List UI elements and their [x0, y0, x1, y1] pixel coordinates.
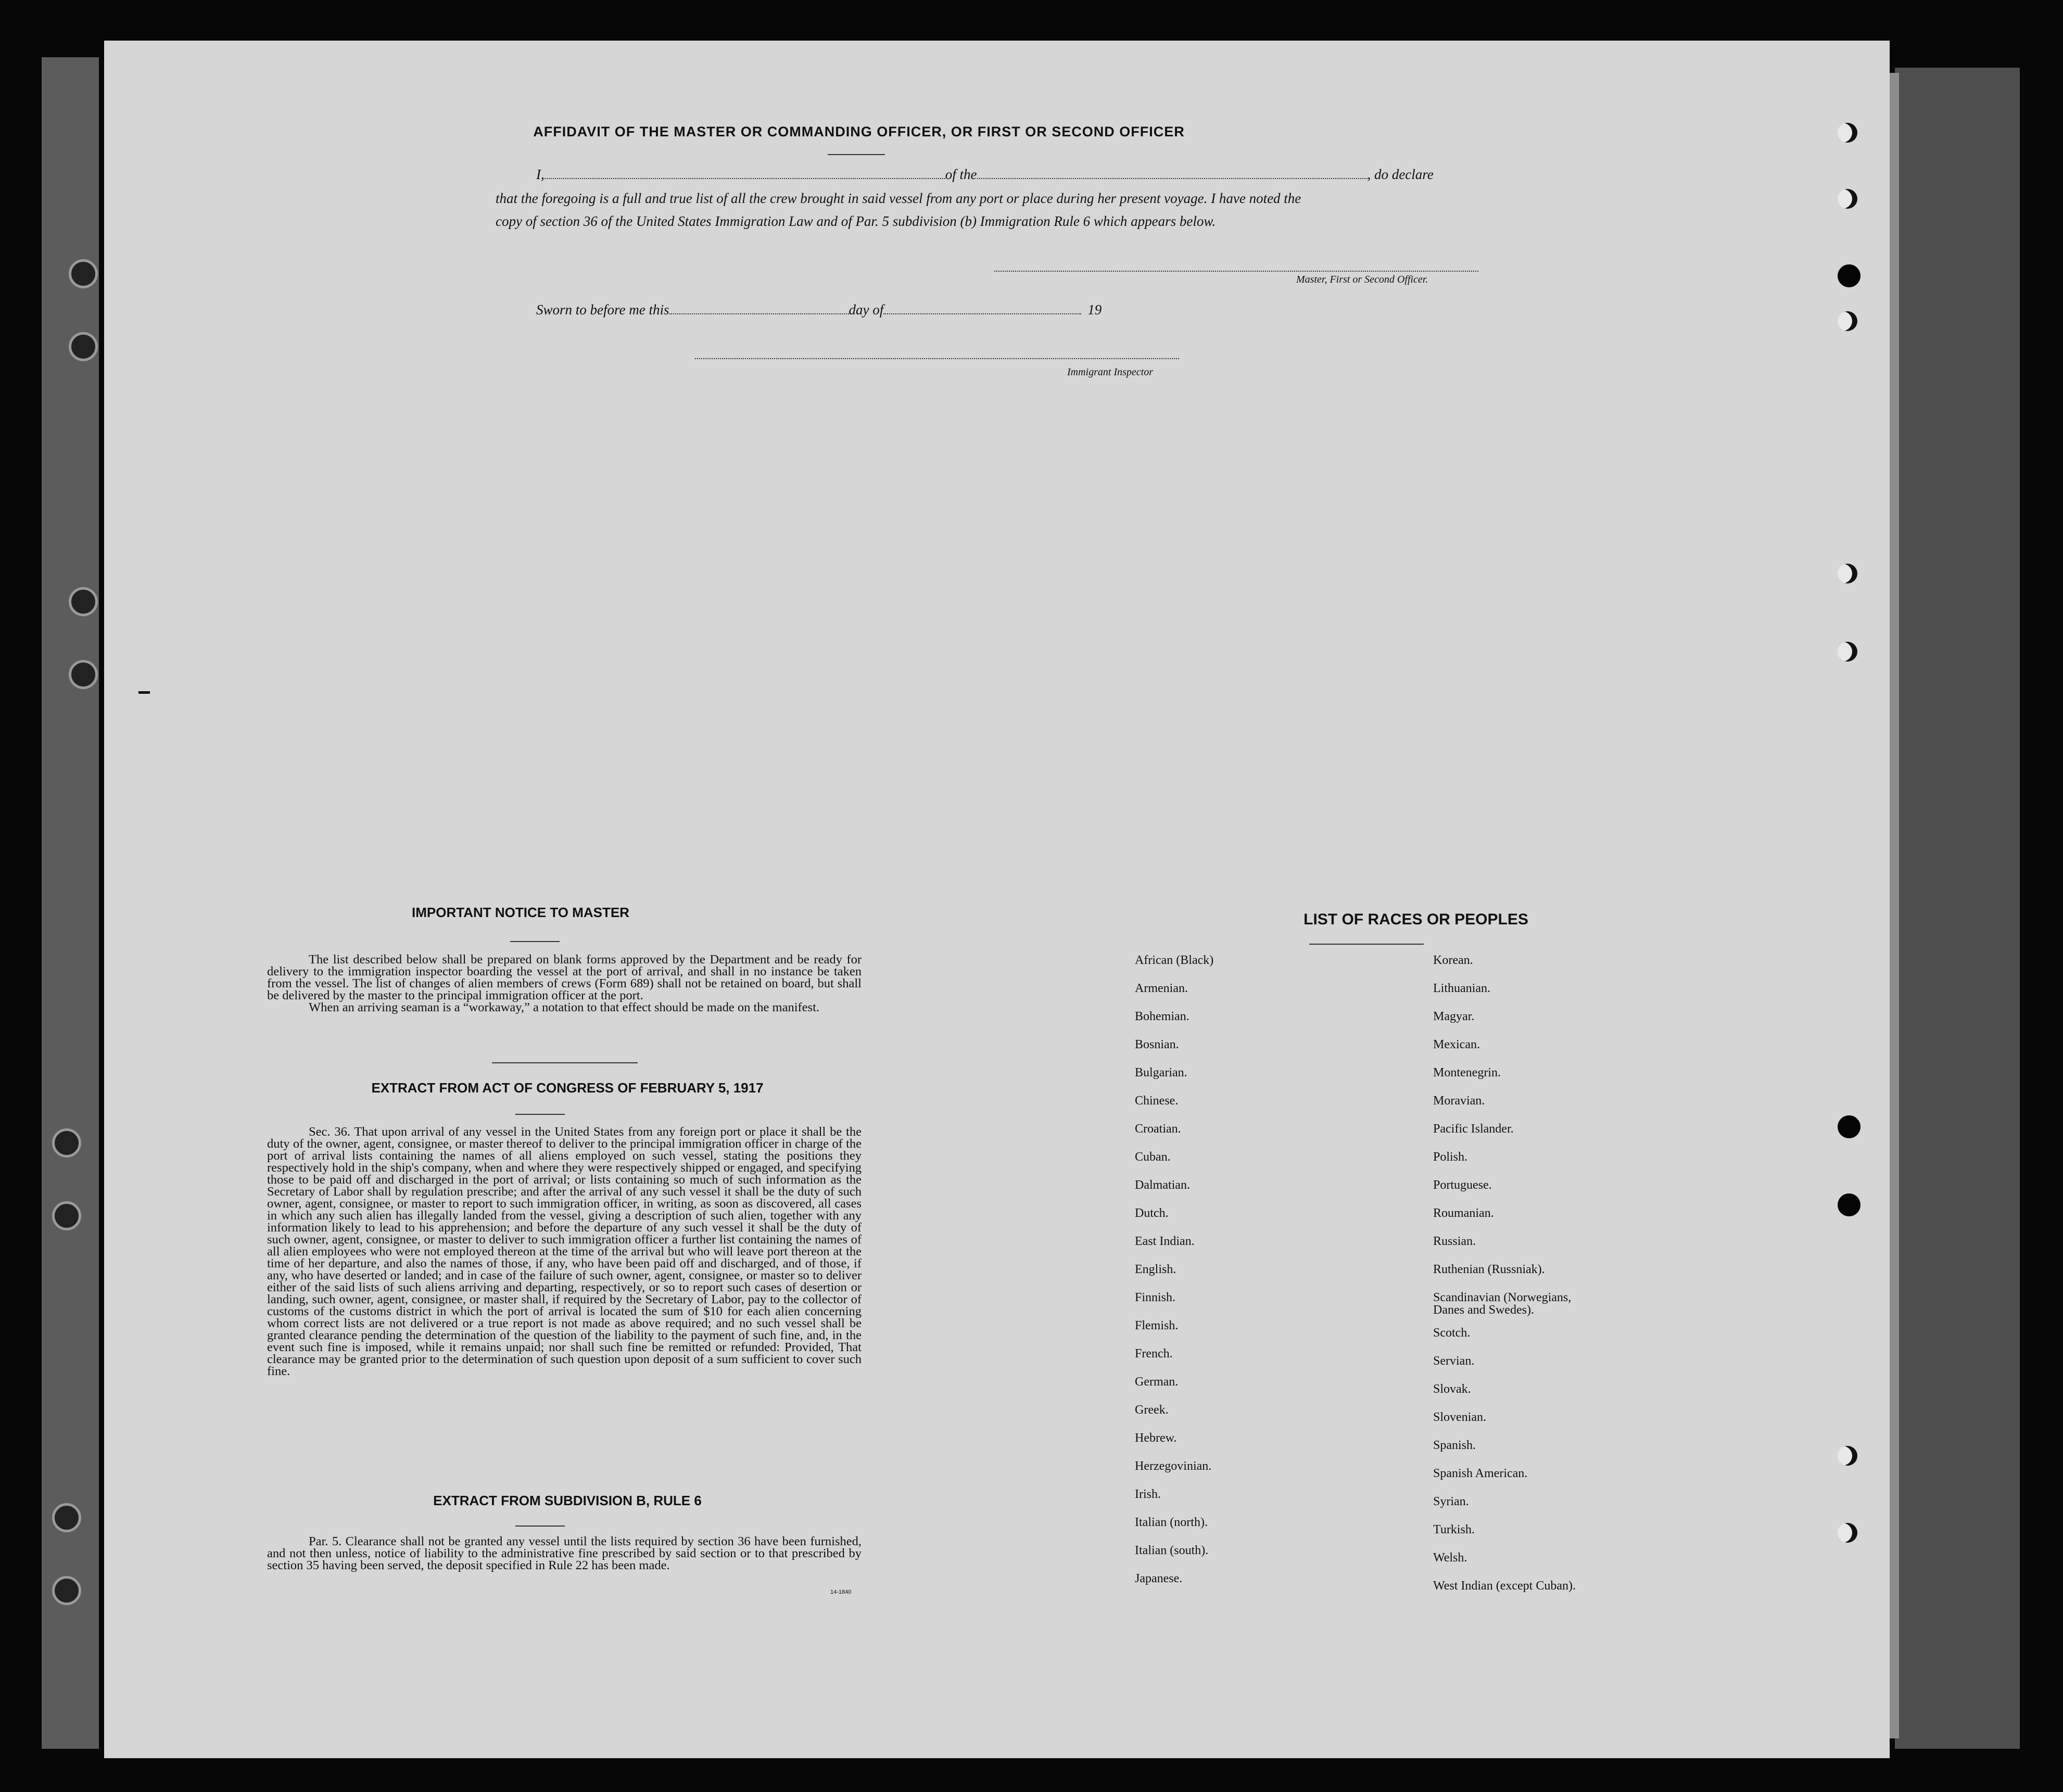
binder-hole-icon	[69, 259, 98, 288]
affidavit-line-3: copy of section 36 of the United States Immigration Law and of Par. 5 subdivision (b) Immigration Rule 6 which appears below.	[496, 213, 1216, 229]
race-item: West Indian (except Cuban).	[1433, 1579, 1576, 1593]
binder-hole-icon	[69, 587, 98, 616]
divider	[515, 1114, 565, 1115]
binder-hole-icon	[1838, 564, 1857, 583]
race-item: Greek.	[1135, 1403, 1169, 1417]
race-item: Russian.	[1433, 1235, 1476, 1248]
divider	[510, 941, 560, 942]
race-item: Polish.	[1433, 1150, 1468, 1164]
race-item: African (Black)	[1135, 954, 1214, 967]
race-item: Herzegovinian.	[1135, 1459, 1212, 1473]
race-item: Turkish.	[1433, 1523, 1475, 1536]
affidavit-of-the: of the	[945, 167, 977, 182]
affidavit-declare: , do declare	[1367, 167, 1434, 182]
divider	[492, 1062, 638, 1063]
race-item: Italian (south).	[1135, 1544, 1209, 1557]
race-item: Lithuanian.	[1433, 982, 1490, 995]
affidavit-title: AFFIDAVIT OF THE MASTER OR COMMANDING OFFICER, OR FIRST OR SECOND OFFICER	[533, 124, 1185, 139]
binder-hole-icon	[1838, 189, 1857, 209]
races-column-right	[1433, 41, 1725, 1758]
extract-act-text: Sec. 36. That upon arrival of any vessel in the United States from any foreign port or place it shall be the duty of the owner, agent, consignee, or master thereof to deliver to the principal immigration officer in charge of the port of arrival lists containing the names of all aliens employed on such vessel, stating the positions they respectively hold in the ship's company, when and where they were respectively shipped or engaged, and specifying those to be paid off and discharged in the port of arrival; or lists containing so much of such information as the Secretary of Labor shall by regulation prescribe; and after the arrival of any such vessel it shall be the duty of such owner, agent, consignee, or master to report to such immigration officer, in writing, as soon as discovered, all cases in which any such alien has illegally landed from the vessel, giving a description of such alien, together with any information likely to lead to his apprehension; and before the departure of any such vessel it shall be the duty of such owner, agent, consignee, or master to deliver to such immigration officer a further list containing the names of all alien employees who were not employed thereon at the time of the arrival but who will leave port thereon at the time of her departure, and also the names of those, if any, who have been paid off and discharged, and of those, if any, who have deserted or landed; and in case of the failure of such owner, agent, consignee, or master so to deliver either of the said lists of such aliens arriving and departing, respectively, or so to report such cases of desertion or landing, such owner, agent, consignee, or master shall, if required by the Secretary of Labor, pay to the collector of customs of the customs district in which the port of arrival is located the sum of $10 for each alien concerning whom correct lists are not delivered or a true report is not made as above required; and no such vessel shall be granted clearance pending the determination of the question of the liability to the payment of such fine, and, in the event such fine is imposed, while it remains unpaid; nor shall such fine be remitted or refunded: Provided, That clearance may be granted prior to the determination of such question upon deposit of a sum sufficient to cover such fine.	[267, 1125, 862, 1378]
notice-title: IMPORTANT NOTICE TO MASTER	[412, 905, 629, 920]
binder-hole-icon	[1838, 123, 1857, 143]
race-item: Syrian.	[1433, 1495, 1469, 1508]
divider	[515, 1526, 565, 1527]
binder-hole-icon	[1838, 1446, 1857, 1466]
race-item: French.	[1135, 1347, 1173, 1361]
inspector-label: Immigrant Inspector	[1067, 366, 1153, 378]
affidavit-i: I,	[536, 167, 545, 182]
binder-hole-icon	[1838, 642, 1857, 662]
race-item: Ruthenian (Russniak).	[1433, 1263, 1545, 1276]
notice-paragraph-2: When an arriving seaman is a “workaway,” a notation to that effect should be made on the manifest.	[309, 1000, 820, 1014]
race-item: Finnish.	[1135, 1291, 1176, 1304]
race-item: Japanese.	[1135, 1572, 1183, 1585]
race-item: Flemish.	[1135, 1319, 1179, 1332]
binder-hole-icon	[1838, 1115, 1861, 1138]
binder-hole-icon	[1838, 1193, 1861, 1216]
race-item: Armenian.	[1135, 982, 1188, 995]
page-stack-left-edge	[42, 57, 99, 1749]
race-item: Spanish American.	[1433, 1467, 1528, 1480]
race-item: Spanish.	[1433, 1439, 1476, 1452]
day-of-text: day of	[849, 302, 884, 317]
binder-hole-icon	[52, 1503, 81, 1532]
binder-hole-icon	[1838, 264, 1861, 287]
margin-mark	[138, 691, 150, 694]
race-item: English.	[1135, 1263, 1176, 1276]
binder-hole-icon	[69, 660, 98, 689]
race-item: Mexican.	[1433, 1038, 1480, 1051]
race-item: Dalmatian.	[1135, 1178, 1190, 1192]
race-item: Scotch.	[1433, 1326, 1471, 1340]
binder-hole-icon	[52, 1201, 81, 1230]
race-item: German.	[1135, 1375, 1179, 1389]
race-item: Roumanian.	[1433, 1206, 1494, 1220]
race-item: Scandinavian (Norwegians, Danes and Swedes).	[1433, 1291, 1572, 1317]
form-page	[104, 41, 1890, 1758]
race-item: Croatian.	[1135, 1122, 1181, 1136]
extract-act-title: EXTRACT FROM ACT OF CONGRESS OF FEBRUARY 5, 1917	[371, 1080, 764, 1096]
race-item: Welsh.	[1433, 1551, 1467, 1565]
race-item: Cuban.	[1135, 1150, 1171, 1164]
form-number: 14-1840	[830, 1589, 852, 1595]
race-item: Magyar.	[1433, 1010, 1475, 1023]
extract-rule-title: EXTRACT FROM SUBDIVISION B, RULE 6	[433, 1493, 702, 1508]
inspector-signature-line[interactable]	[695, 358, 1179, 359]
races-title: LIST OF RACES OR PEOPLES	[1303, 911, 1528, 928]
year-prefix: 19	[1087, 302, 1102, 317]
sworn-day-blank[interactable]	[669, 313, 849, 314]
race-item: Korean.	[1433, 954, 1473, 967]
race-item: Servian.	[1433, 1354, 1475, 1368]
race-item: Bulgarian.	[1135, 1066, 1187, 1079]
binder-hole-icon	[1838, 1523, 1857, 1543]
race-item: Moravian.	[1433, 1094, 1485, 1108]
races-column-left	[1135, 41, 1395, 1758]
sworn-month-blank[interactable]	[883, 313, 1081, 314]
race-item: Bosnian.	[1135, 1038, 1179, 1051]
race-item: Portuguese.	[1433, 1178, 1492, 1192]
race-item: Bohemian.	[1135, 1010, 1189, 1023]
binder-hole-icon	[52, 1576, 81, 1605]
race-item: Slovak.	[1433, 1382, 1471, 1396]
race-item: Slovenian.	[1433, 1410, 1486, 1424]
extract-rule-text: Par. 5. Clearance shall not be granted any vessel until the lists required by section 36 have been furnished, and not then unless, notice of liability to the administrative fine prescribed by said section or to that prescribed by section 35 having been served, the deposit specified in Rule 22 has been made.	[267, 1534, 862, 1572]
divider	[828, 154, 885, 155]
sworn-text: Sworn to before me this	[536, 302, 669, 317]
race-item: Irish.	[1135, 1488, 1161, 1501]
race-item: Dutch.	[1135, 1206, 1169, 1220]
race-item: Pacific Islander.	[1433, 1122, 1514, 1136]
race-item: Italian (north).	[1135, 1516, 1208, 1529]
name-blank[interactable]	[545, 178, 945, 179]
race-item: Hebrew.	[1135, 1431, 1177, 1445]
signature-label: Master, First or Second Officer.	[1296, 274, 1428, 285]
binder-hole-icon	[52, 1128, 81, 1158]
back-sheet	[1895, 68, 2020, 1749]
binder-hole-icon	[1838, 311, 1857, 331]
race-item: East Indian.	[1135, 1235, 1195, 1248]
notice-paragraph-1: The list described below shall be prepared on blank forms approved by the Department and be ready for delivery to the immigration inspector boarding the vessel at the port of arrival, and shall in no instance be taken from the vessel. The list of changes of alien members of crews (Form 689) shall not be retained on board, but shall be delivered by the master to the principal immigration officer at the port.	[267, 952, 862, 1002]
race-item: Chinese.	[1135, 1094, 1179, 1108]
race-item: Montenegrin.	[1433, 1066, 1501, 1079]
sworn-line	[536, 302, 1102, 318]
affidavit-line-2: that the foregoing is a full and true list of all the crew brought in said vessel from any port or place during her present voyage. I have noted the	[496, 190, 1301, 206]
binder-hole-icon	[69, 332, 98, 361]
